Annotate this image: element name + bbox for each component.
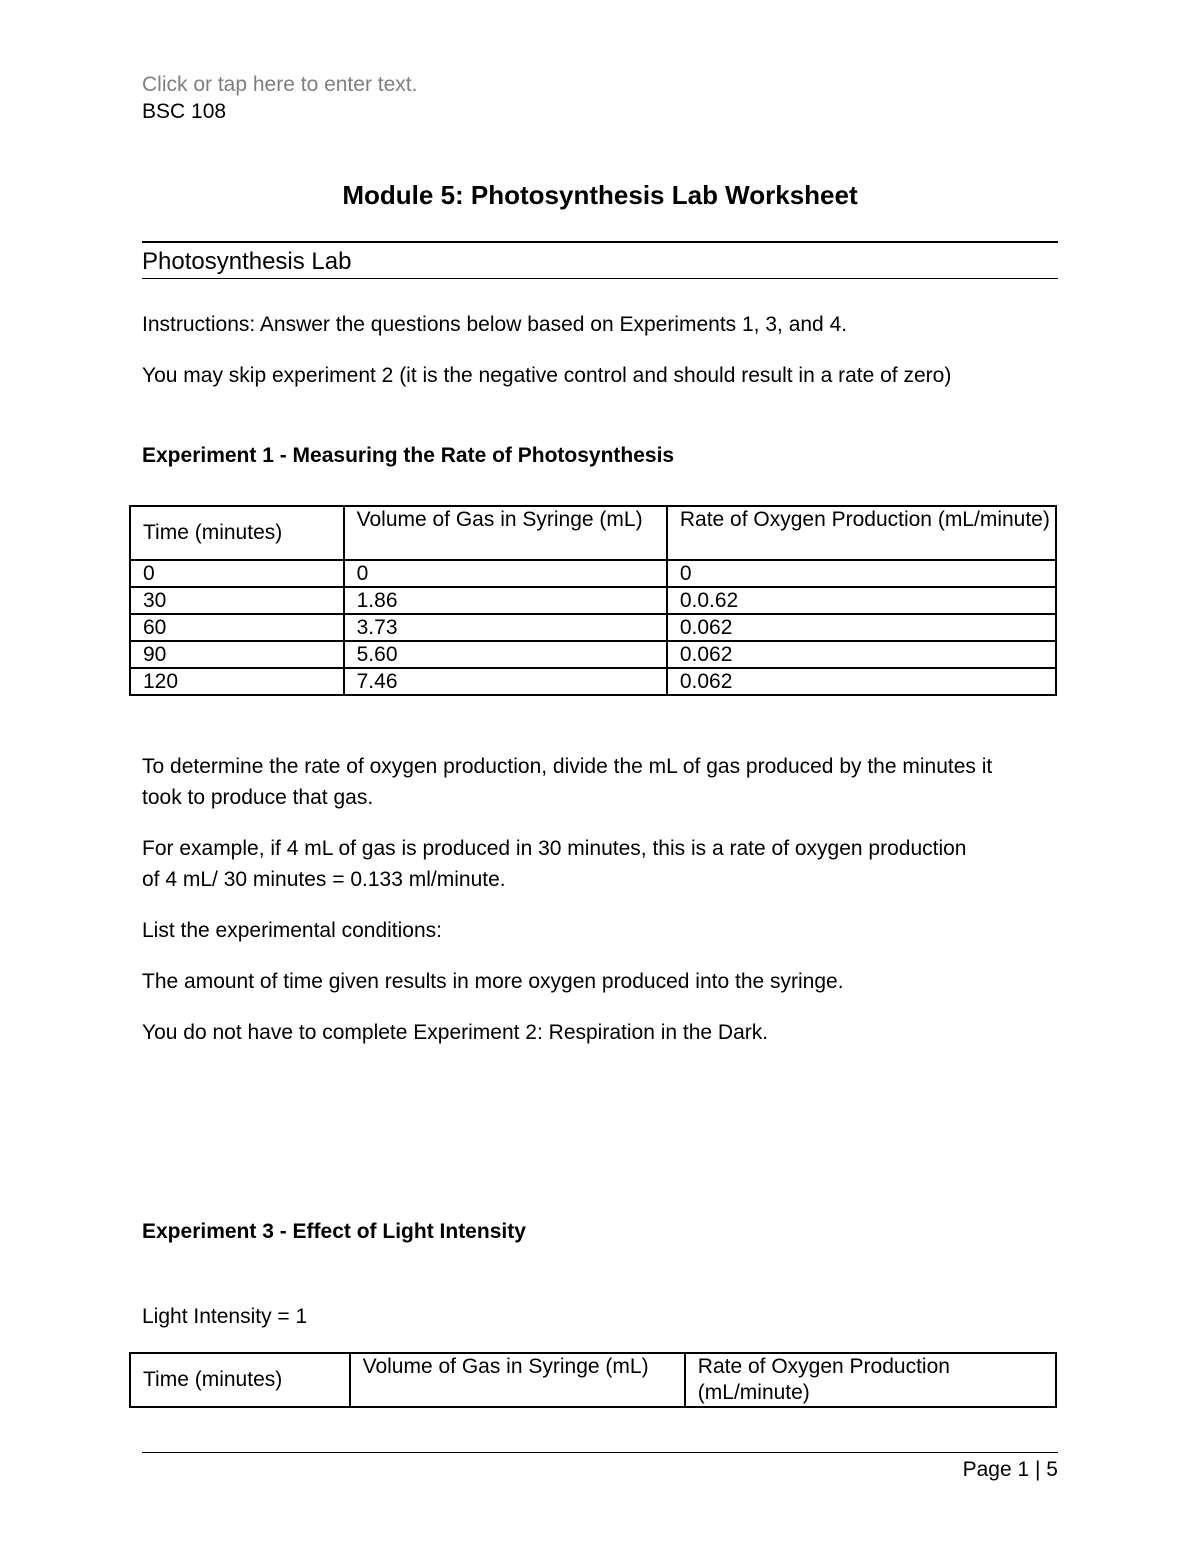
table-row bbox=[130, 668, 1056, 695]
table-header-row bbox=[130, 506, 1056, 560]
column-header: Time (minutes) bbox=[130, 1353, 350, 1407]
light-intensity-label: Light Intensity = 1 bbox=[142, 1305, 308, 1328]
table-cell[interactable]: 30 bbox=[130, 587, 344, 614]
table-row bbox=[130, 641, 1056, 668]
conditions-prompt: List the experimental conditions: bbox=[142, 919, 442, 942]
table-cell[interactable]: 120 bbox=[130, 668, 344, 695]
section-title: Photosynthesis Lab bbox=[142, 248, 352, 275]
text-placeholder-field[interactable]: Click or tap here to enter text. bbox=[142, 73, 418, 96]
footer-rule bbox=[142, 1452, 1058, 1453]
experiment1-table bbox=[129, 505, 1057, 696]
conditions-answer[interactable]: The amount of time given results in more oxygen produced into the syringe. bbox=[142, 970, 844, 993]
column-header: Volume of Gas in Syringe (mL) bbox=[350, 1353, 685, 1407]
column-header: Volume of Gas in Syringe (mL) bbox=[344, 506, 667, 560]
table-cell[interactable]: 0 bbox=[667, 560, 1056, 587]
rate-explanation-text: To determine the rate of oxygen production, divide the mL of gas produced by the minutes it took to produce that gas. bbox=[142, 755, 993, 809]
table-cell[interactable]: 0 bbox=[344, 560, 667, 587]
table-row bbox=[130, 614, 1056, 641]
page-number: Page 1 | 5 bbox=[962, 1458, 1058, 1481]
table-cell[interactable]: 5.60 bbox=[344, 641, 667, 668]
table-cell[interactable]: 0.0.62 bbox=[667, 587, 1056, 614]
instructions-text: Instructions: Answer the questions below based on Experiments 1, 3, and 4. bbox=[142, 313, 848, 336]
table-cell[interactable]: 0.062 bbox=[667, 614, 1056, 641]
table-row bbox=[130, 560, 1056, 587]
section-bottom-rule bbox=[142, 278, 1058, 279]
skip-note-text: You may skip experiment 2 (it is the negative control and should result in a rate of zero) bbox=[142, 364, 952, 387]
table-cell[interactable]: 7.46 bbox=[344, 668, 667, 695]
example-text: For example, if 4 mL of gas is produced in 30 minutes, this is a rate of oxygen production of 4 mL/ 30 minutes = 0.133 ml/minute. bbox=[142, 837, 967, 891]
table-row bbox=[130, 587, 1056, 614]
table-cell[interactable]: 1.86 bbox=[344, 587, 667, 614]
table-header-row bbox=[130, 1353, 1056, 1407]
course-code: BSC 108 bbox=[142, 100, 227, 123]
column-header: Time (minutes) bbox=[130, 506, 344, 560]
experiment1-heading: Experiment 1 - Measuring the Rate of Photosynthesis bbox=[142, 444, 675, 467]
table-cell[interactable]: 0 bbox=[130, 560, 344, 587]
section-top-rule bbox=[142, 241, 1058, 243]
table-cell[interactable]: 60 bbox=[130, 614, 344, 641]
column-header: Rate of Oxygen Production (mL/minute) bbox=[685, 1353, 1056, 1407]
table-cell[interactable]: 3.73 bbox=[344, 614, 667, 641]
experiment3-heading: Experiment 3 - Effect of Light Intensity bbox=[142, 1220, 526, 1243]
page-title: Module 5: Photosynthesis Lab Worksheet bbox=[342, 180, 858, 210]
table-cell[interactable]: 0.062 bbox=[667, 668, 1056, 695]
column-header: Rate of Oxygen Production (mL/minute) bbox=[667, 506, 1056, 560]
table-cell[interactable]: 90 bbox=[130, 641, 344, 668]
experiment2-note: You do not have to complete Experiment 2: Respiration in the Dark. bbox=[142, 1021, 769, 1044]
table-cell[interactable]: 0.062 bbox=[667, 641, 1056, 668]
experiment3-table bbox=[129, 1352, 1057, 1408]
